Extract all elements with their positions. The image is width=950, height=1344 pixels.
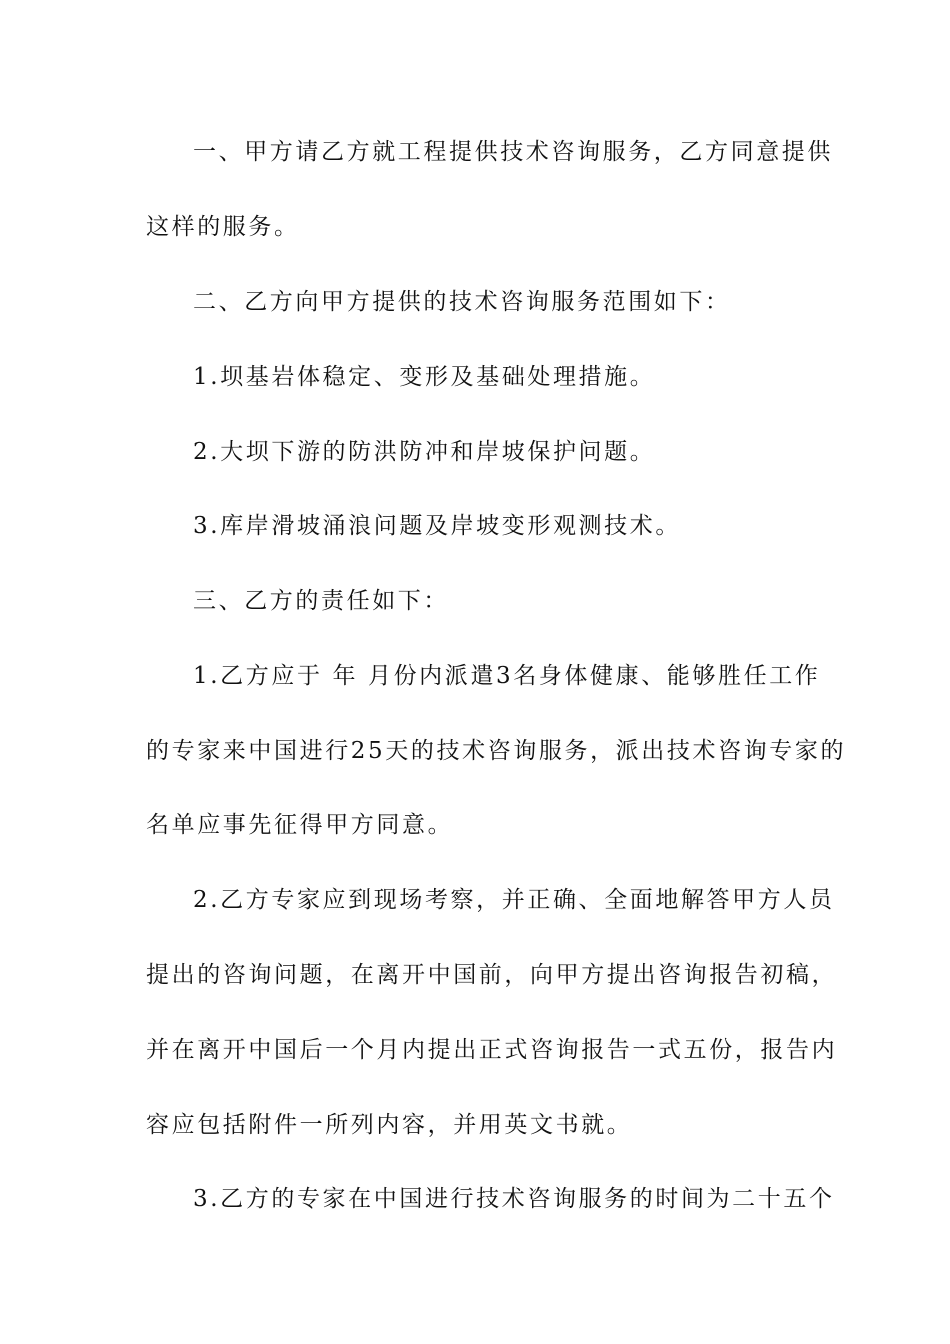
scope-item-2: 2.大坝下游的防洪防冲和岸坡保护问题。 <box>193 439 656 465</box>
duty-2-line-1: 2.乙方专家应到现场考察，并正确、全面地解答甲方人员 <box>193 887 835 913</box>
duty-1-line-1: 1.乙方应于 年 月份内派遣3名身体健康、能够胜任工作 <box>193 663 821 689</box>
section-2-heading: 二、乙方向甲方提供的技术咨询服务范围如下： <box>193 289 731 315</box>
scope-item-1: 1.坝基岩体稳定、变形及基础处理措施。 <box>193 364 656 390</box>
paragraph-1-line-2: 这样的服务。 <box>146 214 300 240</box>
section-3-heading: 三、乙方的责任如下： <box>193 588 449 614</box>
duty-1-line-2: 的专家来中国进行25天的技术咨询服务，派出技术咨询专家的 <box>146 738 847 764</box>
duty-2-line-2: 提出的咨询问题，在离开中国前，向甲方提出咨询报告初稿， <box>146 962 838 988</box>
scope-item-3: 3.库岸滑坡涌浪问题及岸坡变形观测技术。 <box>193 513 681 539</box>
duty-3-line-1: 3.乙方的专家在中国进行技术咨询服务的时间为二十五个 <box>193 1186 835 1212</box>
duty-1-line-3: 名单应事先征得甲方同意。 <box>146 812 454 838</box>
duty-2-line-4: 容应包括附件一所列内容，并用英文书就。 <box>146 1112 633 1138</box>
paragraph-1-line-1: 一、甲方请乙方就工程提供技术咨询服务，乙方同意提供 <box>193 139 833 165</box>
duty-2-line-3: 并在离开中国后一个月内提出正式咨询报告一式五份，报告内 <box>146 1037 838 1063</box>
